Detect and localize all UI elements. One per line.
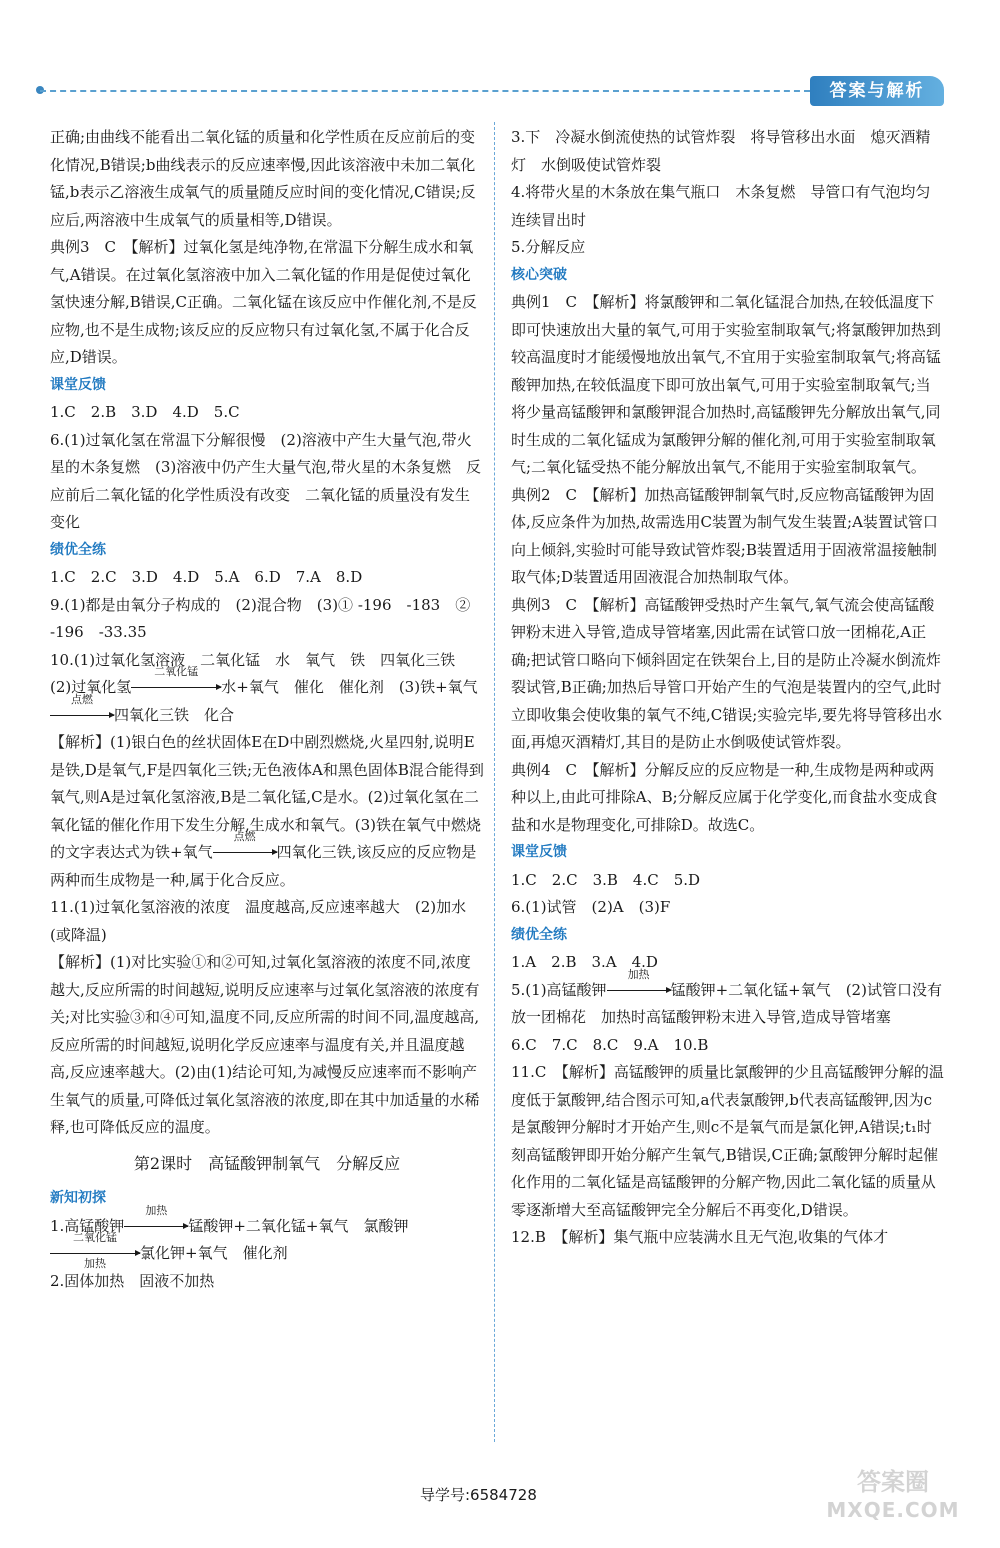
section-heading: 新知初探 (50, 1190, 106, 1206)
reaction-condition: 二氧化锰 (154, 665, 199, 678)
answer-line: 1.C 2.B 3.D 4.D 5.C (50, 403, 240, 421)
reaction-condition: 加热 (145, 1203, 168, 1217)
watermark-logo (818, 1468, 968, 1528)
paragraph: 【解析】(1)对比实验①和②可知,过氧化氢溶液的浓度不同,浓度越大,反应所需的时间越短,说明反应速率与过氧化氢溶液的浓度有关;对比实验③和④可知,温度不同,反应所需的时间不同,温度越高,反应所需的时间越短,说明化学反应速率与温度有关,并且温度越高,反应速率越大。(2)由(1)结论可知,为减慢反应速率而不影响产生氧气的质量,可降低过氧化氢溶液的浓度,即在其中加适量的水稀释,也可降低反应的温度。 (50, 953, 480, 1136)
header-dashed-line (40, 90, 810, 92)
paragraph: 3.下 冷凝水倒流使热的试管炸裂 将导管移出水面 熄灭酒精灯 水倒吸使试管炸裂 (511, 128, 931, 174)
paragraph: 典例4 C 【解析】分解反应的反应物是一种,生成物是两种或两种以上,由此可排除A、B;分解反应属于化学变化,而食盐水变成食盐和水是物理变化,可排除D。故选C。 (511, 760, 938, 834)
paragraph (511, 967, 945, 1032)
reaction-condition: 加热 (84, 1257, 106, 1270)
left-column (50, 124, 484, 1295)
text: 水+氧气 催化 催化剂 (3)铁+氧气 (221, 678, 478, 696)
paragraph: 典例1 C 【解析】将氯酸钾和二氧化锰混合加热,在较低温度下即可快速放出大量的氧气,可用于实验室制取氧气;将氯酸钾加热到较高温度时才能缓慢地放出氧气,不宜用于实验室制取氧气;将高锰酸钾加热,在较低温度下即可放出氧气,可用于实验室制取氧气;当将少量高锰酸钾和氯酸钾混合加热时,高锰酸钾先分解放出氧气,同时生成的二氧化锰成为氯酸钾分解的催化剂,可用于实验室制取氧气;二氧化锰受热不能分解放出氧气,不能用于实验室制取氧气。 (511, 293, 941, 476)
section-heading: 绩优全练 (50, 541, 106, 558)
paragraph: 11.(1)过氧化氢溶液的浓度 温度越高,反应速率越大 (2)加水(或降温) (50, 898, 467, 944)
paragraph: 典例3 C 【解析】高锰酸钾受热时产生氧气,氧气流会使高锰酸钾粉末进入导管,造成导管堵塞,因此需在试管口放一团棉花,A正确;把试管口略向下倾斜固定在铁架台上,目的是防止冷凝水倒流炸裂试管,B正确;加热后导管口开始产生的气泡是装置内的空气,此时立即收集会使收集的氧气不纯,C错误;实验完毕,要先将导管移出水面,再熄灭酒精灯,其目的是防止水倒吸使试管炸裂。 (511, 595, 943, 751)
answer-line: 6.(1)试管 (2)A (3)F (511, 898, 671, 916)
paragraph: 正确;由曲线不能看出二氧化锰的质量和化学性质在反应前后的变化情况,B错误;b曲线表示的反应速率慢,因此该溶液中未加二氧化锰,b表示乙溶液生成氧气的质量随反应时间的变化情况,C错误;反应后,两溶液中生成氧气的质量相等,D错误。 (50, 128, 476, 229)
text: 【解析】(1)银白色的丝状固体E在D中剧烈燃烧,火星四射,说明E是铁,D是氧气,F是四氧化三铁;无色液体A和黑色固体B混合能得到氧气,则A是过氧化氢溶液,B是二氧化锰,C是水。(2)过氧化氢在二氧化锰的催化作用下发生分解,生成水和氧气。(3)铁在氧气中燃烧的文字表达式为铁+氧气 (50, 733, 484, 861)
right-column (511, 124, 945, 1252)
answer-line: 1.C 2.C 3.B 4.C 5.D (511, 870, 701, 889)
paragraph: 12.B 【解析】集气瓶中应装满水且无气泡,收集的气体才 (511, 1228, 889, 1246)
watermark-url: MXQE.COM (826, 1498, 960, 1522)
text: 氯化钾+氧气 催化剂 (140, 1244, 288, 1262)
section-heading: 绩优全练 (511, 926, 567, 943)
text: 10.(1)过氧化氢溶液 二氧化锰 水 氧气 铁 四氧化三铁 (2)过氧化氢 (50, 650, 471, 696)
paragraph: 2.固体加热 固液不加热 (50, 1271, 215, 1290)
text: 四氧化三铁,该反应的反应物是两种而生成物是一种,属于化合反应。 (50, 843, 477, 889)
guide-number: 导学号:6584728 (420, 1486, 537, 1504)
text: 锰酸钾+二氧化锰+氧气 氯酸钾 (188, 1216, 409, 1235)
section-heading: 核心突破 (511, 266, 567, 283)
section-heading: 课堂反馈 (511, 844, 567, 860)
reaction-condition: 加热 (627, 967, 650, 981)
paragraph: 典例3 C 【解析】过氧化氢是纯净物,在常温下分解生成水和氧气,A错误。在过氧化氢溶液中加入二氧化锰的作用是促使过氧化氢快速分解,B错误,C正确。二氧化锰在该反应中作催化剂,不是反应物,也不是生成物;该反应的反应物只有过氧化氢,不属于化合反应,D错误。 (50, 238, 477, 366)
text: 1.高锰酸钾 (50, 1216, 125, 1235)
text: 锰酸钾+二氧化锰+氧气 (2)试管口没有放一团棉花 加热时高锰酸钾粉末进入导管,造成导管堵塞 (511, 980, 942, 1026)
paragraph: 11.C 【解析】高锰酸钾的质量比氯酸钾的少且高锰酸钾分解的温度低于氯酸钾,结合图示可知,a代表氯酸钾,b代表高锰酸钾,因为c是氯酸钾分解时才开始产生,则c不是氧气而是氯化钾,A错误;t₁时刻高锰酸钾即开始分解产生氧气,B错误,C正确;氯酸钾分解时起催化作用的二氧化锰是高锰酸钾的分解产物,因此二氧化锰的质量从零逐渐增大至高锰酸钾完全分解后不再变化,D错误。 (511, 1063, 944, 1219)
reaction-arrow (50, 1231, 140, 1270)
answer-line: 1.C 2.C 3.D 4.D 5.A 6.D 7.A 8.D (50, 568, 363, 586)
reaction-arrow (607, 967, 671, 1001)
reaction-arrow (50, 692, 114, 726)
text: 5.(1)高锰酸钾 (511, 980, 607, 999)
paragraph: 9.(1)都是由氧分子构成的 (2)混合物 (3)① -196 -183 ② -196 -33.35 (50, 595, 471, 641)
answer-section-badge: 答案与解析 (810, 76, 944, 106)
paragraph: 6.(1)过氧化氢在常温下分解很慢 (2)溶液中产生大量气泡,带火星的木条复燃 (3)溶液中仍产生大量气泡,带火星的木条复燃 反应前后二氧化锰的化学性质没有改变 二氧化锰的质量没有发生变化 (50, 430, 482, 531)
paragraph: 典例2 C 【解析】加热高锰酸钾制氧气时,反应物高锰酸钾为固体,反应条件为加热,故需选用C装置为制气发生装置;A装置试管口向上倾斜,实验时可能导致试管炸裂;B装置适用于固液常温接触制取气体;D装置适用固液混合加热制取气体。 (511, 485, 938, 586)
section-heading: 课堂反馈 (50, 376, 106, 393)
reaction-condition: 点燃 (71, 692, 93, 706)
answer-line: 1.A 2.B 3.A 4.D (511, 953, 658, 971)
answer-line: 6.C 7.C 8.C 9.A 10.B (511, 1035, 709, 1054)
reaction-condition: 点燃 (233, 830, 256, 843)
text: 四氧化三铁 化合 (114, 705, 235, 724)
paragraph (50, 729, 484, 894)
paragraph: 5.分解反应 (511, 238, 586, 256)
reaction-catalyst: 二氧化锰 (73, 1231, 117, 1244)
paragraph: 4.将带火星的木条放在集气瓶口 木条复燃 导管口有气泡均匀连续冒出时 (511, 183, 931, 229)
paragraph (50, 1203, 484, 1270)
lesson-title: 第2课时 高锰酸钾制氧气 分解反应 (133, 1153, 401, 1173)
reaction-arrow (213, 830, 277, 863)
watermark-text: 答案圈 (857, 1468, 929, 1496)
reaction-arrow (131, 665, 221, 698)
column-divider (494, 122, 495, 1442)
paragraph (50, 647, 484, 730)
